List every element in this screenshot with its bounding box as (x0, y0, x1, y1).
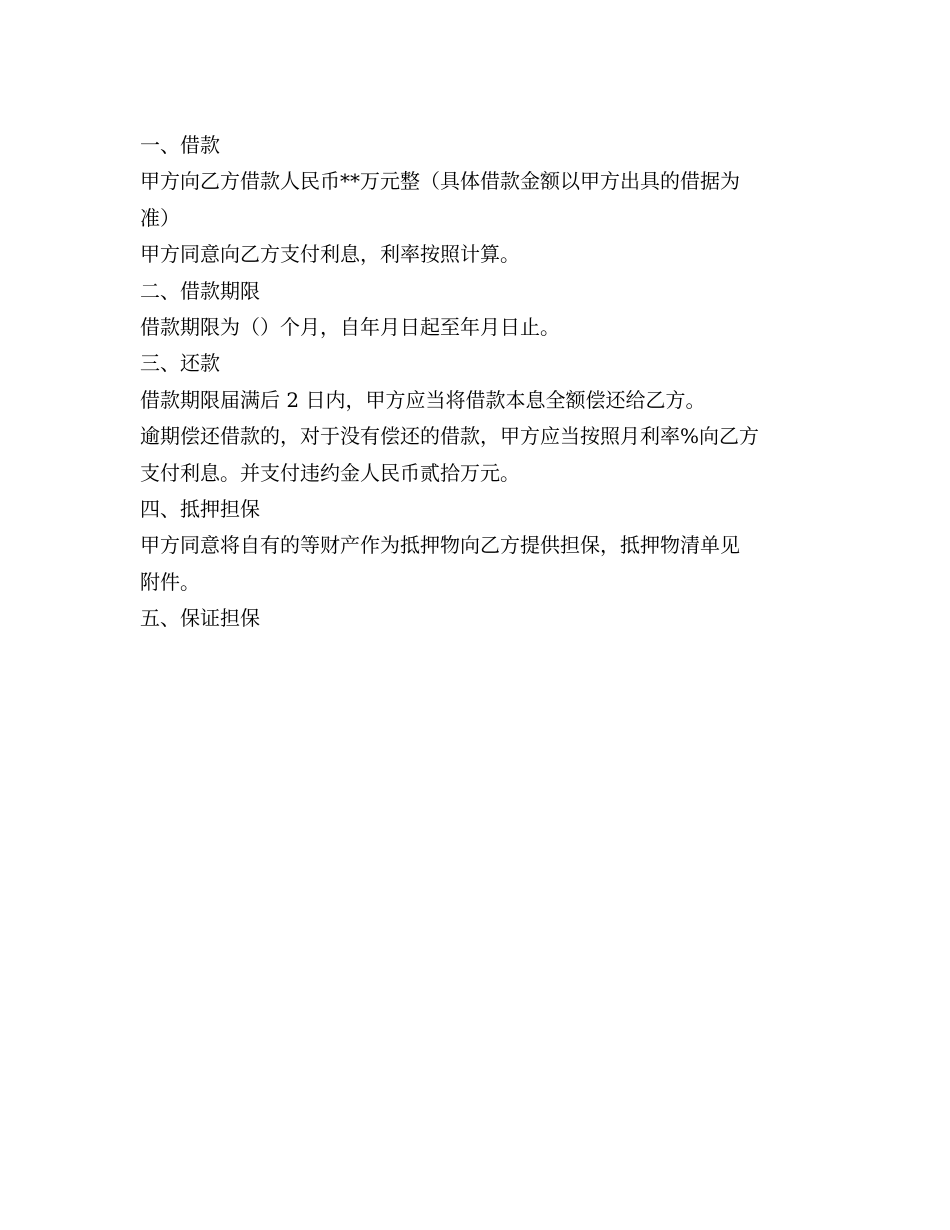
section-heading-guarantee: 五、保证担保 (140, 606, 260, 631)
interest-text: 甲方同意向乙方支付利息，利率按照计算。 (140, 242, 520, 267)
section-heading-loan-term: 二、借款期限 (140, 278, 260, 303)
section-heading-mortgage: 四、抵押担保 (140, 496, 260, 521)
section-heading-repayment: 三、还款 (140, 351, 220, 376)
section-heading-loan: 一、借款 (140, 133, 220, 157)
overdue-text: 逾期偿还借款的，对于没有偿还的借款，甲方应当按照月利率%向乙方 (140, 424, 760, 449)
loan-amount-text: 甲方向乙方借款人民币**万元整（具体借款金额以甲方出具的借据为 (140, 169, 740, 194)
loan-term-text: 借款期限为（）个月，自年月日起至年月日止。 (140, 314, 560, 339)
repayment-text: 借款期限届满后 2 日内，甲方应当将借款本息全额偿还给乙方。 (140, 387, 706, 412)
mortgage-text: 甲方同意将自有的等财产作为抵押物向乙方提供担保，抵押物清单见 (140, 533, 740, 558)
mortgage-text-cont: 附件。 (140, 569, 200, 594)
loan-amount-text-cont: 准） (140, 205, 180, 230)
overdue-text-cont: 支付利息。并支付违约金人民币贰拾万元。 (140, 460, 520, 485)
